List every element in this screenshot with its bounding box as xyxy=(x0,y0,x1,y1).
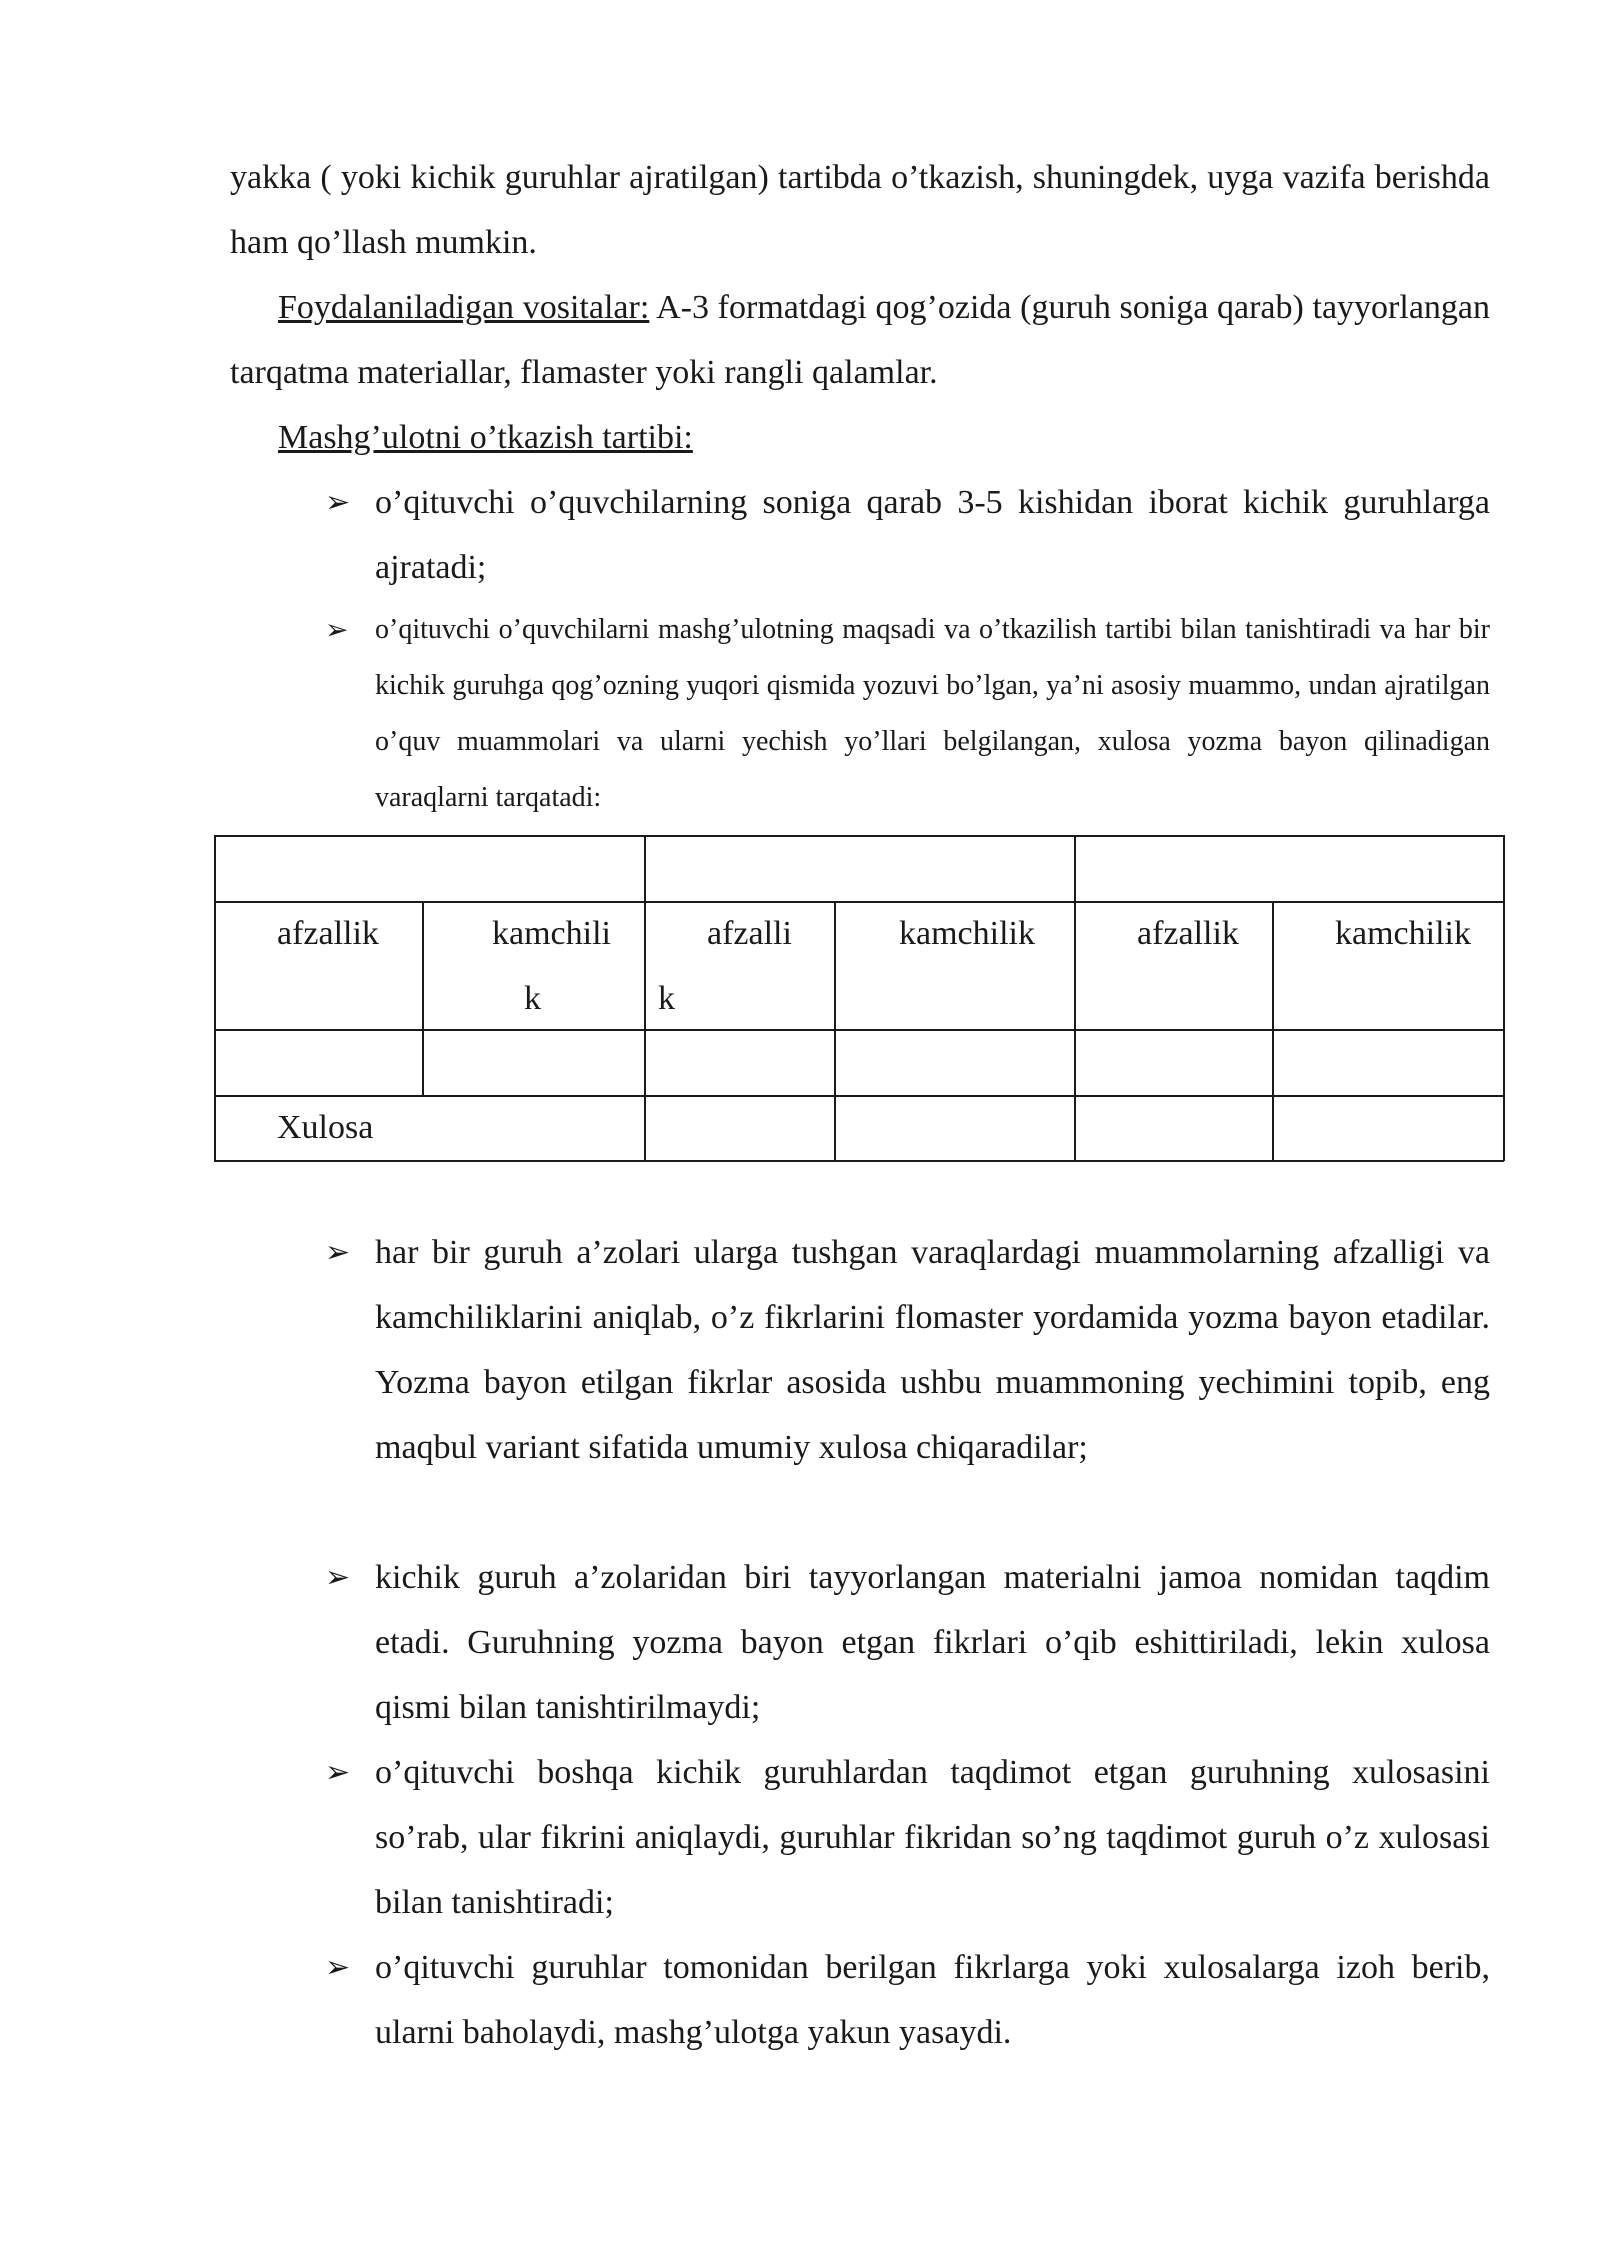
list-item-text: o’qituvchi o’quvchilarning soniga qarab 3-5 kishidan iborat kichik guruhlarga ajratadi; xyxy=(375,484,1490,586)
list-item-text: o’qituvchi guruhlar tomonidan berilgan fikrlarga yoki xulosalarga izoh berib, ularni baholaydi, mashg’ulotga yakun yasaydi. xyxy=(375,1949,1490,2051)
table-cell: k xyxy=(524,980,541,1017)
table-border xyxy=(644,835,646,1161)
order-label: Mashg’ulotni o’tkazish tartibi: xyxy=(278,419,693,456)
list-item xyxy=(325,1220,1490,1480)
table-border xyxy=(1074,835,1076,1161)
list-item-text: kichik guruh a’zolaridan biri tayyorlangan materialni jamoa nomidan taqdim etadi. Guruhning yozma bayon etgan fikrlari o’qib eshittiriladi, lekin xulosa qismi bilan tanishtirilmaydi; xyxy=(375,1559,1490,1726)
table-cell: kamchili xyxy=(492,915,611,952)
list-item-text: har bir guruh a’zolari ularga tushgan varaqlardagi muammolarning afzalligi va kamchiliklarini aniqlab, o’z fikrlarini flomaster yordamida yozma bayon etadilar. Yozma bayon etilgan fikrlar asosida ushbu muammoning yechimini topib, eng maqbul variant sifatida umumiy xulosa chiqaradilar; xyxy=(375,1234,1490,1466)
list-item-text: o’qituvchi boshqa kichik guruhlardan taqdimot etgan guruhning xulosasini so’rab, ular fikrini aniqlaydi, guruhlar fikridan so’ng taqdimot guruh o’z xulosasi bilan tanishtiradi; xyxy=(375,1754,1490,1921)
table-border xyxy=(214,835,216,1161)
table-border xyxy=(1503,835,1505,1161)
table-cell: kamchilik xyxy=(899,915,1035,952)
list-item xyxy=(325,1935,1490,2065)
arrow-bullet-icon: ➢ xyxy=(325,613,349,646)
table-border xyxy=(214,901,1504,903)
arrow-bullet-icon: ➢ xyxy=(325,1235,351,1270)
table-cell: kamchilik xyxy=(1335,915,1471,952)
order-paragraph xyxy=(230,405,1490,470)
arrow-bullet-icon: ➢ xyxy=(325,1560,351,1595)
list-item xyxy=(325,470,1490,600)
list-item xyxy=(325,1545,1490,1740)
table-cell: afzalli xyxy=(707,915,792,952)
table-border xyxy=(214,1160,1504,1162)
table-border xyxy=(214,1095,1504,1097)
pros-cons-table xyxy=(214,835,1504,1161)
table-border xyxy=(834,901,836,1161)
tools-label: Foydalaniladigan vositalar: xyxy=(278,289,650,326)
list-item-text: o’qituvchi o’quvchilarni mashg’ulotning maqsadi va o’tkazilish tartibi bilan tanishtiradi va har bir kichik guruhga qog’ozning yuqori qismida yozuvi bo’lgan, ya’ni asosiy muammo, undan ajratilgan o’quv muammolari va ularni yechish yo’llari belgilangan, xulosa yozma bayon qilinadigan varaqlarni tarqatadi: xyxy=(375,614,1490,813)
table-cell: afzallik xyxy=(1137,915,1239,952)
arrow-bullet-icon: ➢ xyxy=(325,1755,351,1790)
table-cell-conclusion: Xulosa xyxy=(277,1109,374,1146)
table-cell: afzallik xyxy=(277,915,379,952)
arrow-bullet-icon: ➢ xyxy=(325,1950,351,1985)
table-cell: k xyxy=(658,980,675,1017)
table-border xyxy=(214,1029,1504,1031)
table-border xyxy=(1272,901,1274,1161)
list-item xyxy=(325,602,1490,826)
intro-paragraph: yakka ( yoki kichik guruhlar ajratilgan) tartibda o’tkazish, shuningdek, uyga vazifa berishda ham qo’llash mumkin. xyxy=(230,159,1490,261)
table-border xyxy=(422,901,424,1095)
list-item xyxy=(325,1740,1490,1935)
tools-text: A-3 formatdagi qog’ozida (guruh soniga qarab) tayyorlangan tarqatma materiallar, flamaster yoki rangli qalamlar. xyxy=(230,289,1491,391)
tools-paragraph xyxy=(230,275,1490,405)
table-border xyxy=(214,835,1504,837)
arrow-bullet-icon: ➢ xyxy=(325,485,351,520)
